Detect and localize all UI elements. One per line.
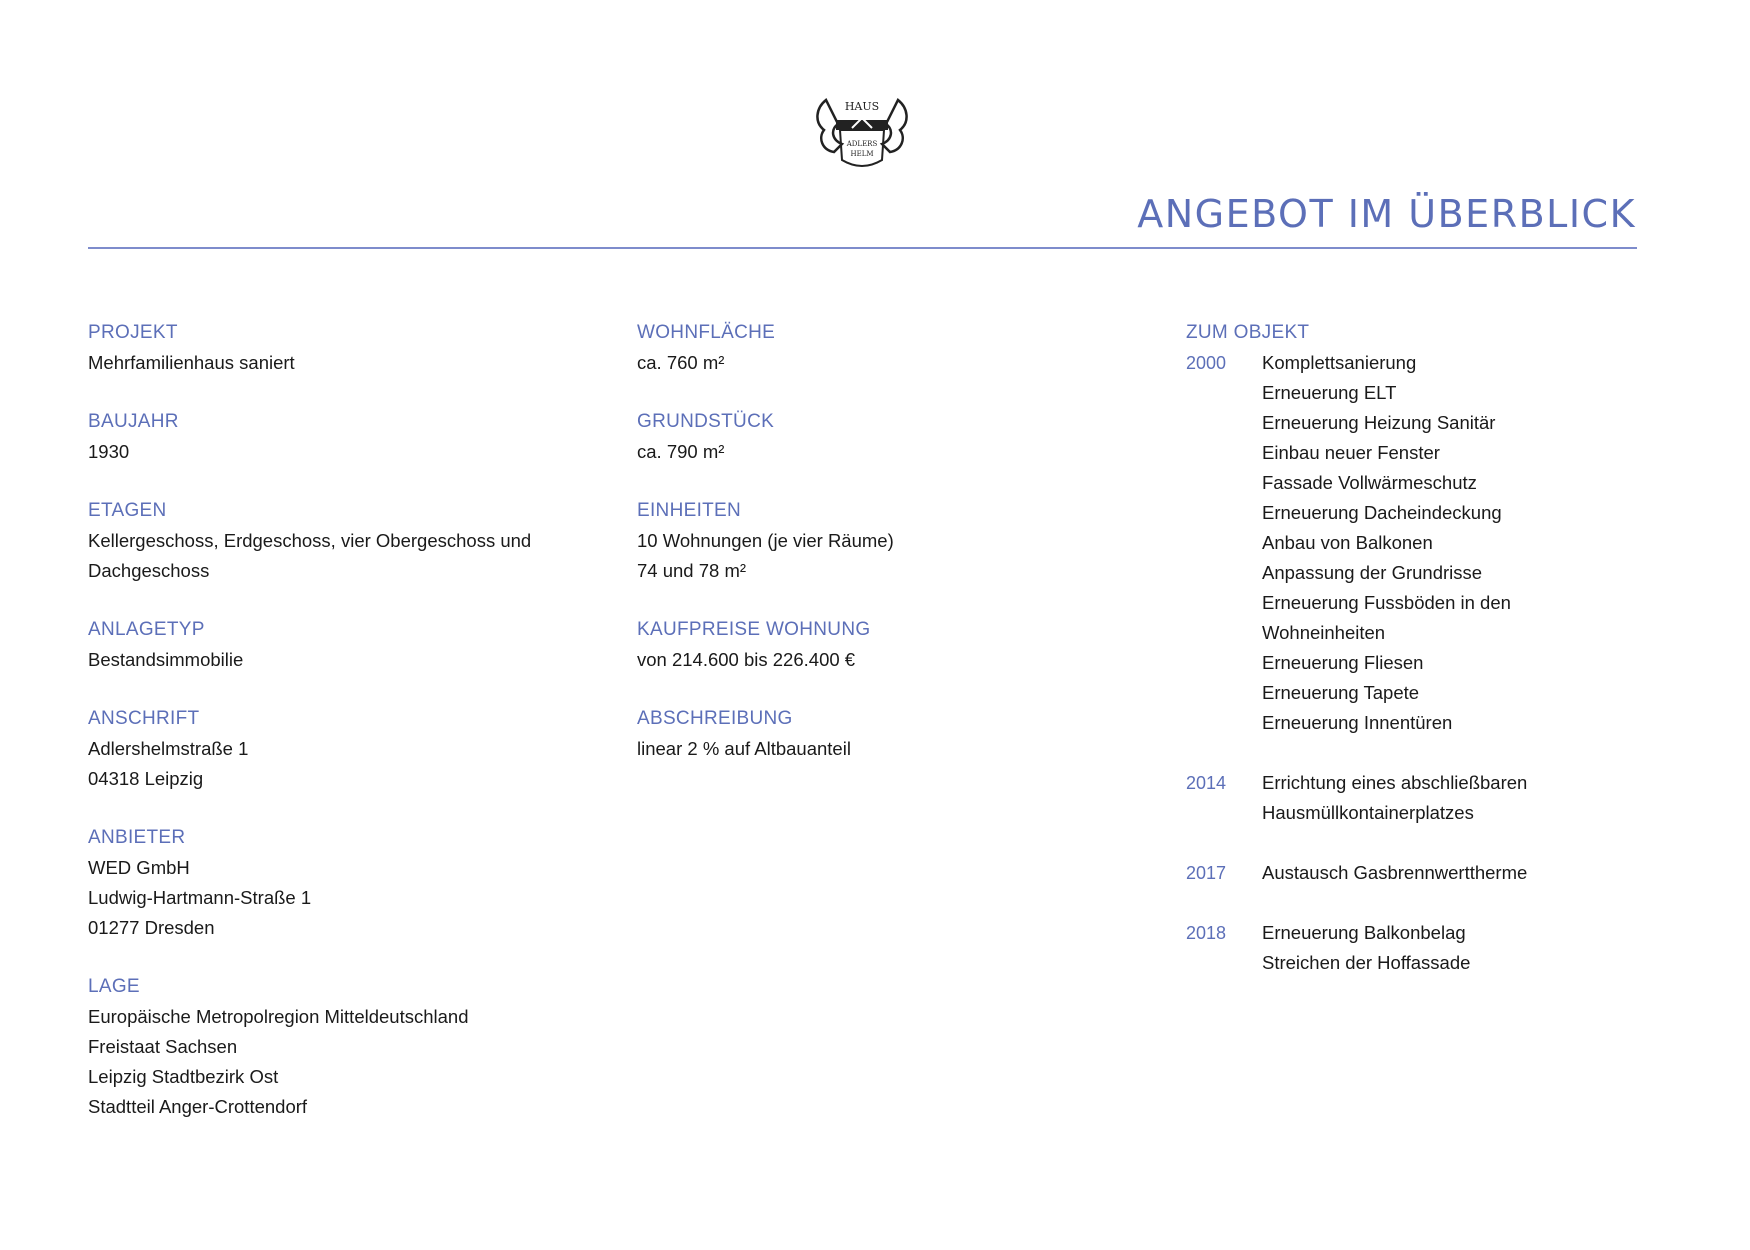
history-item: Erneuerung ELT: [1262, 382, 1397, 403]
history-item: Erneuerung Tapete: [1262, 682, 1420, 703]
einheiten-label: EINHEITEN: [637, 500, 742, 521]
history-year: 2018: [1186, 923, 1227, 943]
history-group: [1186, 918, 1646, 978]
section-wohnflaeche: [637, 318, 1137, 378]
projekt-label: PROJEKT: [88, 322, 178, 343]
anbieter-label: ANBIETER: [88, 827, 186, 848]
section-etagen: [88, 496, 608, 586]
history-item: Streichen der Hoffassade: [1262, 952, 1471, 973]
grundstueck-label: GRUNDSTÜCK: [637, 411, 775, 432]
history-item: Erneuerung Innentüren: [1262, 712, 1453, 733]
history-item: Austausch Gasbrennwerttherme: [1262, 862, 1528, 883]
logo-text-top: HAUS: [844, 100, 880, 113]
section-lage: [88, 972, 608, 1122]
history-item: Errichtung eines abschließbaren: [1262, 772, 1528, 793]
baujahr-value: 1930: [88, 441, 130, 462]
section-anschrift: [88, 704, 608, 794]
etagen-label: ETAGEN: [88, 500, 167, 521]
kaufpreise-label: KAUFPREISE WOHNUNG: [637, 619, 871, 640]
right-column: [1186, 318, 1646, 1008]
lage-value: Europäische Metropolregion Mitteldeutschland Freistaat Sachsen Leipzig Stadtbezirk Ost Stadtteil Anger-Crottendorf: [88, 1006, 469, 1117]
history-items: [1262, 858, 1527, 888]
section-grundstueck: [637, 407, 1137, 467]
svg-text:ADLERS: ADLERS: [846, 140, 878, 148]
section-einheiten: [637, 496, 1137, 586]
middle-column: [637, 318, 1137, 793]
baujahr-label: BAUJAHR: [88, 411, 179, 432]
history-item: Erneuerung Fliesen: [1262, 652, 1424, 673]
abschreibung-label: ABSCHREIBUNG: [637, 708, 793, 729]
history-item: Erneuerung Balkonbelag: [1262, 922, 1466, 943]
history-item: Anpassung der Grundrisse: [1262, 562, 1483, 583]
history-items: [1262, 348, 1511, 738]
section-kaufpreise: [637, 615, 1137, 675]
anlagetyp-value: Bestandsimmobilie: [88, 649, 244, 670]
history-item: Erneuerung Fussböden in den: [1262, 592, 1511, 613]
lage-label: LAGE: [88, 976, 140, 997]
history-year: 2014: [1186, 773, 1227, 793]
kaufpreise-value: von 214.600 bis 226.400 €: [637, 649, 856, 670]
history-item: Anbau von Balkonen: [1262, 532, 1433, 553]
section-anlagetyp: [88, 615, 608, 675]
anschrift-value: Adlershelmstraße 1 04318 Leipzig: [88, 738, 249, 789]
anlagetyp-label: ANLAGETYP: [88, 619, 205, 640]
section-baujahr: [88, 407, 608, 467]
left-column: [88, 318, 608, 1151]
wohnflaeche-value: ca. 760 m²: [637, 352, 725, 373]
history-group: [1186, 348, 1646, 738]
anbieter-value: WED GmbH Ludwig-Hartmann-Straße 1 01277 Dresden: [88, 857, 312, 938]
section-anbieter: [88, 823, 608, 943]
history-item: Erneuerung Dacheindeckung: [1262, 502, 1502, 523]
zum-objekt-label: ZUM OBJEKT: [1186, 322, 1310, 343]
etagen-value: Kellergeschoss, Erdgeschoss, vier Obergeschoss und Dachgeschoss: [88, 530, 532, 581]
page-title: ANGEBOT IM ÜBERBLICK: [1137, 192, 1636, 236]
history-items: [1262, 918, 1470, 978]
section-projekt: [88, 318, 608, 378]
history-item: Hausmüllkontainerplatzes: [1262, 802, 1474, 823]
svg-text:HELM: HELM: [850, 150, 874, 158]
history-item: Einbau neuer Fenster: [1262, 442, 1440, 463]
renovation-history: [1186, 348, 1646, 978]
history-item: Wohneinheiten: [1262, 622, 1386, 643]
history-year: 2000: [1186, 353, 1227, 373]
projekt-value: Mehrfamilienhaus saniert: [88, 352, 295, 373]
history-item: Komplettsanierung: [1262, 352, 1417, 373]
section-abschreibung: [637, 704, 1137, 764]
history-item: Erneuerung Heizung Sanitär: [1262, 412, 1496, 433]
anschrift-label: ANSCHRIFT: [88, 708, 200, 729]
einheiten-value: 10 Wohnungen (je vier Räume) 74 und 78 m²: [637, 530, 894, 581]
history-year: 2017: [1186, 863, 1227, 883]
title-divider: [88, 247, 1637, 249]
history-item: Fassade Vollwärmeschutz: [1262, 472, 1477, 493]
coat-of-arms-logo: [812, 90, 912, 172]
history-items: [1262, 768, 1527, 828]
wohnflaeche-label: WOHNFLÄCHE: [637, 322, 776, 343]
grundstueck-value: ca. 790 m²: [637, 441, 725, 462]
abschreibung-value: linear 2 % auf Altbauanteil: [637, 738, 851, 759]
history-group: [1186, 858, 1646, 888]
history-group: [1186, 768, 1646, 828]
